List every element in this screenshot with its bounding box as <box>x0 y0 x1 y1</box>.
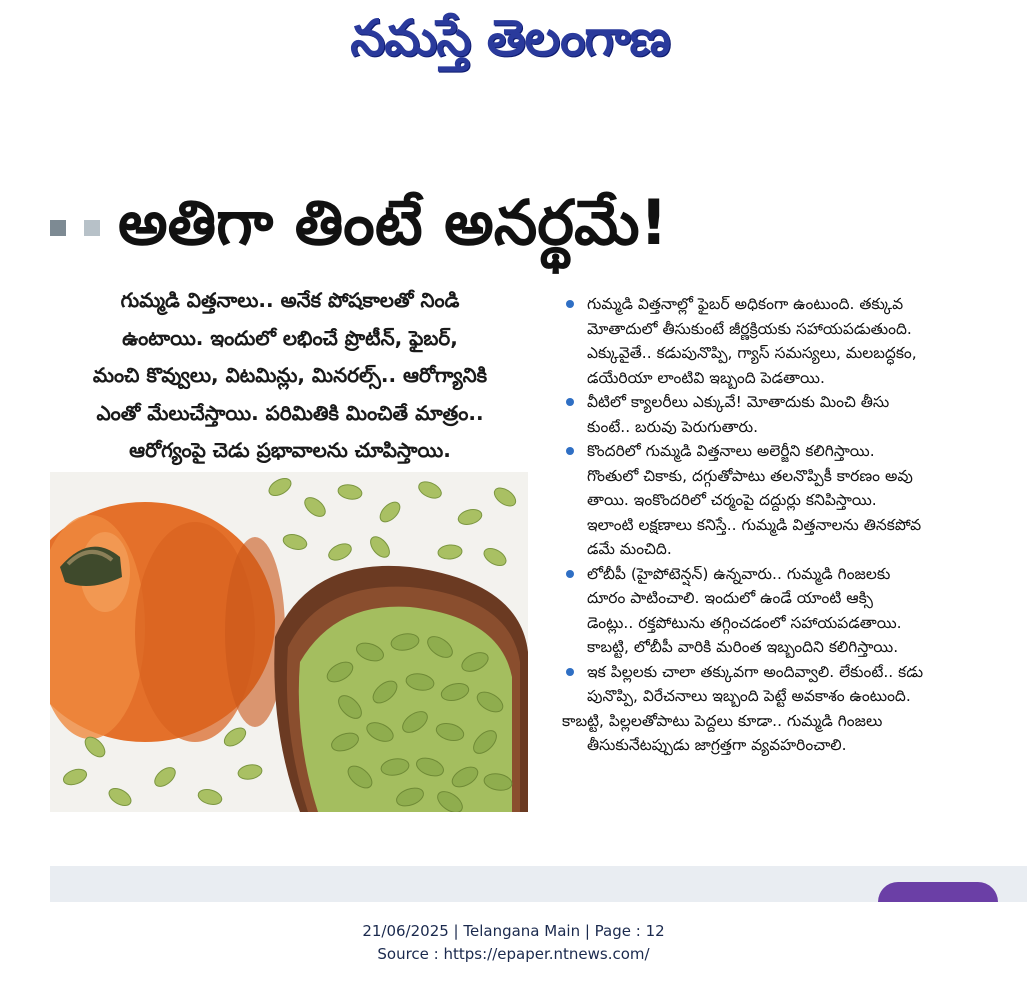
bullet-item <box>562 660 992 709</box>
article-intro <box>60 282 520 470</box>
closing-paragraph <box>562 709 992 758</box>
masthead <box>0 0 1027 80</box>
bullet-dot-icon <box>566 570 574 578</box>
bullet-item <box>562 562 992 660</box>
bullet-line: డమే మంచిది. <box>587 540 672 558</box>
bullet-line: వీటిలో క్యాలరీలు ఎక్కువే! మోతాదుకు మించి తీసు <box>587 393 890 411</box>
bullet-line: డయేరియా లాంటివి ఇబ్బంది పెడతాయి. <box>587 368 825 387</box>
bullet-list <box>562 292 992 758</box>
bullet-line: డెంట్లు.. రక్తపోటును తగ్గించడంలో సహాయపడతాయి. <box>587 613 902 632</box>
intro-line: ఉంటాయి. ఇందులో లభించే ప్రొటీన్, ఫైబర్, <box>122 325 458 350</box>
pumpkin-seeds-photo <box>50 472 528 812</box>
marker-square-dark <box>50 220 66 236</box>
bullet-line: లోబీపీ (హైపోటెన్షన్) ఉన్నవారు.. గుమ్మడి గింజలకు <box>587 564 891 583</box>
footer-date-line: 21/06/2025 | Telangana Main | Page : 12 <box>362 922 665 940</box>
pumpkin-seeds-illustration <box>50 472 528 812</box>
closing-line: తీసుకునేటప్పుడు జాగ్రత్తగా వ్యవహరించాలి. <box>587 736 847 754</box>
masthead-logo: నమస్తే తెలంగాణ <box>350 9 670 67</box>
bullet-dot-icon <box>566 300 574 308</box>
bullet-line: కొందరిలో గుమ్మడి విత్తనాలు అలెర్జీని కలిగిస్తాయి. <box>587 442 875 460</box>
bullet-line: ఎక్కువైతే.. కడుపునొప్పి, గ్యాస్ సమస్యలు, మలబద్ధకం, <box>587 344 917 362</box>
bullet-item <box>562 439 992 562</box>
bullet-line: దూరం పాటించాలి. ఇందులో ఉండే యాంటి ఆక్సి <box>587 589 873 607</box>
bullet-line: గుమ్మడి విత్తనాల్లో ఫైబర్ అధికంగా ఉంటుంది. తక్కువ <box>587 295 904 313</box>
bullet-line: తాయి. ఇంకొందరిలో చర్మంపై దద్దుర్లు కనిపిస్తాయి. <box>587 491 877 509</box>
article-headline: అతిగా తింటే అనర్థమే! <box>118 186 668 259</box>
bullet-dot-icon <box>566 668 574 676</box>
bullet-item <box>562 292 992 390</box>
bullet-line: కాబట్టి, లోబీపీ వారికి మరింత ఇబ్బందిని కలిగిస్తాయి. <box>587 638 899 656</box>
bullet-line: ఇక పిల్లలకు చాలా తక్కువగా అందివ్వాలి. లేకుంటే.. కడు <box>587 662 924 681</box>
intro-line: ఎంతో మేలుచేస్తాయి. పరిమితికి మించితే మాత్రం.. <box>96 400 484 425</box>
intro-line: మంచి కొవ్వులు, విటమిన్లు, మినరల్స్.. ఆరోగ్యానికి <box>92 363 488 387</box>
bullet-line: కుంటే.. బరువు పెరుగుతారు. <box>587 417 759 436</box>
intro-line: ఆరోగ్యంపై చెడు ప్రభావాలను చూపిస్తాయి. <box>129 438 451 462</box>
bullet-line: ఇలాంటి లక్షణాలు కనిస్తే.. గుమ్మడి విత్తనాలను తినకపోవ <box>587 515 922 534</box>
intro-line: గుమ్మడి విత్తనాలు.. అనేక పోషకాలతో నిండి <box>120 288 460 312</box>
bullet-dot-icon <box>566 398 574 406</box>
bullet-line: పునొప్పి, విరేచనాలు ఇబ్బంది పెట్టే అవకాశం ఉంటుంది. <box>587 687 911 705</box>
page-footer <box>0 920 1027 966</box>
bullet-dot-icon <box>566 447 574 455</box>
bullet-line: గొంతులో చికాకు, దగ్గుతోపాటు తలనొప్పికీ కారణం అవు <box>587 466 913 485</box>
bullet-item <box>562 390 992 439</box>
bullet-line: మోతాదులో తీసుకుంటే జీర్ణక్రియకు సహాయపడుతుంది. <box>587 319 912 338</box>
footer-source-link[interactable]: Source : https://epaper.ntnews.com/ <box>377 945 650 963</box>
marker-square-light <box>84 220 100 236</box>
closing-line: కాబట్టి, పిల్లలతోపాటు పెద్దలు కూడా.. గుమ్మడి గింజలు <box>562 711 883 730</box>
